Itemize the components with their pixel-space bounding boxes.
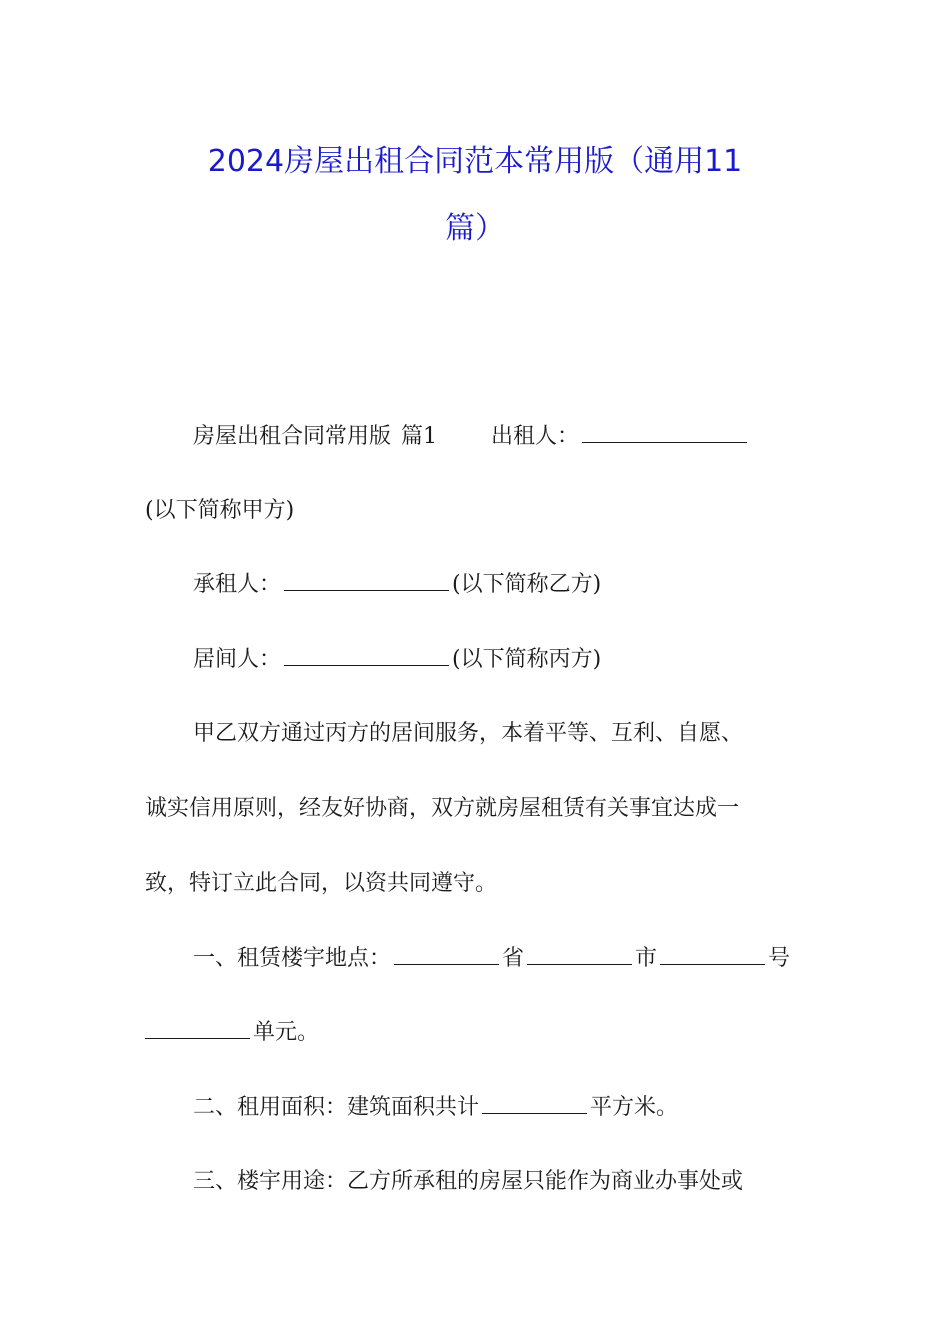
item2-label: 二、租用面积：建筑面积共计 — [193, 1095, 480, 1120]
item1-unit-line — [145, 1018, 807, 1048]
broker-label: 居间人： — [193, 647, 282, 672]
contract-part: 篇1 — [401, 424, 438, 449]
area-blank — [482, 1093, 587, 1114]
contract-heading-line — [193, 422, 807, 452]
lessee-abbr: (以下简称乙方) — [452, 572, 602, 597]
broker-abbr: (以下简称丙方) — [452, 647, 602, 672]
item3-line: 三、楼宇用途：乙方所承租的房屋只能作为商业办事处或 — [193, 1169, 744, 1194]
area-unit: 平方米。 — [590, 1095, 679, 1120]
lessor-label: 出租人： — [491, 424, 580, 449]
paragraph1-line3: 致，特订立此合同，以资共同遵守。 — [145, 871, 498, 896]
lessor-blank — [582, 422, 747, 443]
number-text: 号 — [768, 946, 791, 971]
unit-text: 单元。 — [253, 1020, 320, 1045]
contract-heading: 房屋出租合同常用版 — [193, 424, 392, 449]
lessor-abbr: (以下简称甲方) — [145, 498, 295, 523]
lessee-line — [193, 570, 807, 600]
lessor-abbr-line — [145, 496, 807, 526]
document-title-line1: 2024房屋出租合同范本常用版（通用11 — [207, 144, 743, 179]
item1-line — [193, 944, 807, 974]
unit-blank — [145, 1018, 250, 1039]
broker-line — [193, 645, 807, 675]
paragraph1-line2: 诚实信用原则，经友好协商，双方就房屋租赁有关事宜达成一 — [145, 796, 740, 821]
city-text: 市 — [635, 946, 658, 971]
lessee-label: 承租人： — [193, 572, 282, 597]
province-text: 省 — [502, 946, 525, 971]
province-blank — [394, 944, 499, 965]
item1-label: 一、租赁楼宇地点： — [193, 946, 392, 971]
city-blank — [527, 944, 632, 965]
paragraph1-line1: 甲乙双方通过丙方的居间服务，本着平等、互利、自愿、 — [193, 721, 744, 746]
lessee-blank — [284, 570, 449, 591]
broker-blank — [284, 645, 449, 666]
document-title-line2: 篇） — [445, 211, 505, 246]
item2-line — [193, 1093, 807, 1123]
number-blank — [660, 944, 765, 965]
